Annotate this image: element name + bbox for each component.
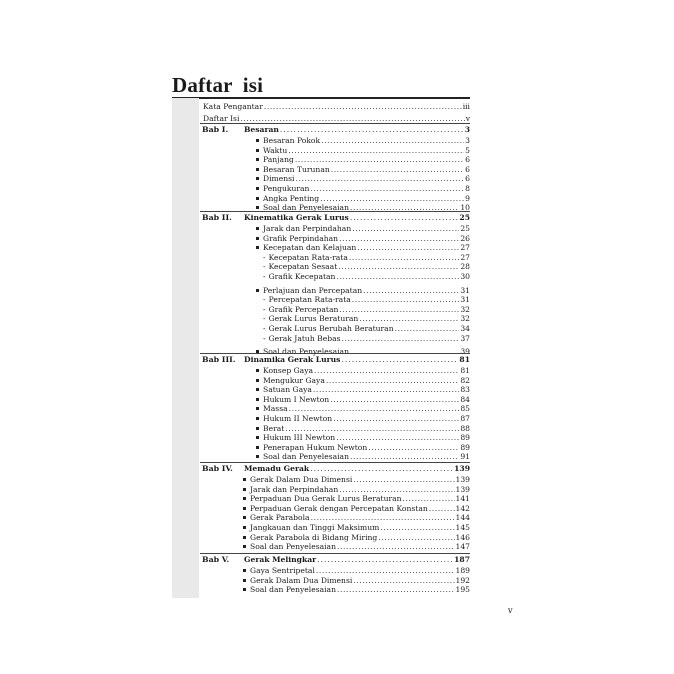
dot-leader bbox=[333, 414, 459, 423]
toc-entry-line bbox=[256, 184, 470, 193]
toc-entry-text: Massa bbox=[263, 404, 288, 414]
toc-entry-page: 147 bbox=[455, 542, 470, 552]
dot-leader bbox=[337, 542, 455, 551]
chapter-heading-text: Gerak Melingkar bbox=[244, 555, 317, 564]
toc-entry-title bbox=[243, 475, 352, 484]
dot-leader bbox=[353, 576, 454, 585]
toc-entry-page: 145 bbox=[455, 523, 470, 532]
toc-entry-title bbox=[256, 194, 319, 203]
toc-entry-line bbox=[243, 494, 470, 503]
dot-leader bbox=[313, 385, 459, 394]
toc-entry-page: 32 bbox=[460, 304, 470, 314]
chapter-heading-line bbox=[244, 464, 470, 473]
dot-leader bbox=[403, 494, 455, 503]
toc-entry-line bbox=[256, 414, 470, 423]
toc-entry-page: 195 bbox=[455, 585, 470, 595]
toc-entry-line bbox=[243, 485, 470, 494]
toc-entry-text: Gaya Sentripetal bbox=[250, 566, 315, 575]
bullet-square-icon bbox=[256, 227, 259, 230]
toc-entry-page: 141 bbox=[455, 494, 470, 504]
chapter-heading-line bbox=[244, 555, 470, 564]
dot-leader bbox=[352, 224, 459, 233]
toc-entry-text: Gerak Dalam Dua Dimensi bbox=[250, 575, 353, 585]
toc-entry-page: 192 bbox=[455, 575, 470, 585]
front-matter-text: Daftar Isi bbox=[203, 114, 240, 123]
chapter-heading-line bbox=[244, 213, 470, 222]
chapter-heading-line bbox=[244, 125, 470, 134]
toc-entry-text: Perlajuan dan Percepatan bbox=[263, 285, 363, 295]
toc-entry-page: 146 bbox=[455, 532, 470, 542]
section-divider bbox=[200, 123, 470, 124]
toc-entry-title bbox=[256, 174, 294, 183]
toc-entry-text: Soal dan Penyelesaian bbox=[250, 542, 336, 552]
toc-entry-text: Soal dan Penyelesaian bbox=[250, 585, 336, 595]
toc-entry-text: Gerak Parabola di Bidang Miring bbox=[250, 532, 378, 542]
chapter-heading-page: 139 bbox=[454, 464, 470, 473]
toc-entry-text: Besaran Pokok bbox=[263, 136, 321, 145]
toc-entry-page: 27 bbox=[460, 243, 470, 253]
dot-leader bbox=[321, 136, 464, 145]
toc-entry-title bbox=[243, 542, 336, 551]
toc-entry-title bbox=[256, 224, 351, 233]
toc-entry-line bbox=[256, 424, 470, 433]
toc-entry-page: 30 bbox=[460, 272, 470, 281]
chapter-heading-title bbox=[244, 355, 340, 364]
toc-entry-title bbox=[243, 485, 338, 494]
page-number: v bbox=[508, 606, 513, 615]
dot-leader bbox=[429, 504, 455, 513]
toc-entry-line bbox=[263, 262, 470, 271]
chapter-heading-page: 187 bbox=[454, 555, 470, 564]
bullet-square-icon bbox=[256, 237, 259, 240]
toc-entry-text: Pengukuran bbox=[263, 184, 310, 193]
toc-entry-line bbox=[256, 385, 470, 394]
toc-entry-page: 82 bbox=[460, 375, 470, 385]
toc-entry-text: Besaran Turunan bbox=[263, 164, 330, 174]
toc-entry-page: 88 bbox=[460, 423, 470, 433]
dot-leader bbox=[314, 366, 459, 375]
toc-entry-title bbox=[243, 513, 310, 522]
toc-entry-text: Grafik Kecepatan bbox=[268, 272, 336, 281]
toc-entry-page: 144 bbox=[455, 513, 470, 523]
dot-leader bbox=[336, 433, 459, 442]
toc-entry-title bbox=[256, 385, 312, 394]
bullet-square-icon bbox=[256, 379, 259, 382]
bullet-square-icon bbox=[243, 526, 246, 529]
front-matter-title bbox=[203, 102, 263, 111]
dot-leader bbox=[352, 295, 460, 304]
toc-entry-title bbox=[263, 295, 351, 304]
toc-entry-page: 87 bbox=[460, 414, 470, 423]
bullet-square-icon bbox=[256, 398, 259, 401]
toc-entry-line bbox=[263, 334, 470, 343]
dot-leader bbox=[339, 485, 454, 494]
toc-entry-page: 6 bbox=[465, 164, 470, 174]
toc-entry-title bbox=[256, 424, 284, 433]
toc-entry-page: 39 bbox=[460, 347, 470, 357]
toc-entry-text: Jarak dan Perpindahan bbox=[263, 224, 352, 233]
toc-entry-title bbox=[256, 243, 356, 252]
toc-entry-title bbox=[256, 366, 313, 375]
bullet-square-icon bbox=[256, 197, 259, 200]
bullet-dash-icon: - bbox=[263, 272, 266, 281]
toc-entry-title bbox=[256, 146, 287, 155]
toc-entry-title bbox=[243, 504, 428, 513]
dot-leader bbox=[280, 125, 464, 134]
toc-entry-title bbox=[256, 443, 367, 452]
toc-entry-page: 8 bbox=[465, 184, 470, 193]
toc-entry-page: 83 bbox=[460, 385, 470, 395]
bullet-square-icon bbox=[256, 187, 259, 190]
bullet-square-icon bbox=[243, 478, 246, 481]
toc-entry-page: 28 bbox=[460, 262, 470, 272]
toc-entry-page: 3 bbox=[465, 136, 470, 145]
chapter-heading-title bbox=[244, 464, 309, 473]
dot-leader bbox=[336, 272, 459, 281]
toc-entry-title bbox=[263, 305, 338, 314]
bullet-square-icon bbox=[256, 139, 259, 142]
bullet-square-icon bbox=[243, 545, 246, 548]
dot-leader bbox=[240, 114, 464, 123]
title-word-2: isi bbox=[242, 73, 264, 97]
front-matter-page: iii bbox=[462, 102, 470, 111]
dot-leader bbox=[264, 102, 462, 111]
chapter-heading-text: Dinamika Gerak Lurus bbox=[244, 355, 341, 364]
toc-entry-line bbox=[256, 452, 470, 461]
toc-entry-title bbox=[243, 576, 352, 585]
dot-leader bbox=[368, 443, 459, 452]
dot-leader bbox=[330, 395, 459, 404]
bullet-dash-icon: - bbox=[263, 295, 266, 305]
bullet-dash-icon: - bbox=[263, 304, 266, 314]
chapter-heading-text: Besaran bbox=[244, 125, 279, 134]
toc-entry-line bbox=[256, 404, 470, 413]
bullet-square-icon bbox=[256, 289, 259, 292]
toc-entry-page: 6 bbox=[465, 174, 470, 184]
bullet-square-icon bbox=[256, 407, 259, 410]
toc-entry-page: 31 bbox=[460, 285, 470, 295]
bullet-dash-icon: - bbox=[263, 324, 266, 333]
toc-entry-line bbox=[256, 174, 470, 183]
toc-entry-line bbox=[263, 272, 470, 281]
chapter-number: Bab I. bbox=[202, 125, 229, 134]
toc-entry-page: 84 bbox=[460, 394, 470, 404]
toc-entry-title bbox=[256, 286, 362, 295]
toc-entry-page: 10 bbox=[460, 203, 470, 213]
chapter-heading-page: 81 bbox=[459, 355, 470, 364]
toc-entry-text: Gerak Lurus Berubah Beraturan bbox=[268, 324, 394, 333]
dot-leader bbox=[378, 533, 454, 542]
toc-entry-title bbox=[256, 433, 335, 442]
toc-entry-text: Soal dan Penyelesaian bbox=[263, 203, 349, 213]
bullet-square-icon bbox=[256, 158, 259, 161]
front-matter-page: v bbox=[465, 114, 470, 123]
toc-entry-line bbox=[256, 395, 470, 404]
dot-leader bbox=[326, 376, 459, 385]
bullet-square-icon bbox=[243, 588, 246, 591]
dot-leader bbox=[295, 155, 464, 164]
dot-leader bbox=[310, 464, 453, 473]
toc-entry-title bbox=[256, 376, 325, 385]
toc-entry-title bbox=[263, 324, 394, 333]
chapter-heading-text: Kinematika Gerak Lurus bbox=[244, 213, 349, 222]
chapter-heading-title bbox=[244, 213, 349, 222]
chapter-number: Bab III. bbox=[202, 355, 236, 364]
toc-entry-line bbox=[256, 165, 470, 174]
title-word-1: Daftar bbox=[172, 73, 233, 97]
toc-entry-title bbox=[256, 234, 338, 243]
bullet-square-icon bbox=[256, 417, 259, 420]
chapter-number: Bab V. bbox=[202, 555, 230, 564]
toc-entry-text: Berat bbox=[263, 423, 285, 433]
toc-entry-page: 25 bbox=[460, 224, 470, 233]
toc-entry-text: Waktu bbox=[263, 145, 288, 155]
toc-entry-page: 139 bbox=[455, 484, 470, 494]
toc-entry-title bbox=[256, 414, 332, 423]
toc-entry-line bbox=[243, 523, 470, 532]
toc-entry-title bbox=[256, 404, 288, 413]
toc-entry-title bbox=[256, 155, 294, 164]
bullet-dash-icon: - bbox=[263, 333, 266, 343]
toc-entry-title bbox=[243, 494, 402, 503]
toc-entry-line bbox=[263, 324, 470, 333]
toc-entry-text: Jarak dan Perpindahan bbox=[250, 484, 339, 494]
bullet-square-icon bbox=[243, 488, 246, 491]
bullet-square-icon bbox=[256, 206, 259, 209]
toc-entry-line bbox=[243, 513, 470, 522]
bullet-dash-icon: - bbox=[263, 314, 266, 324]
chapter-number: Bab IV. bbox=[202, 464, 233, 473]
toc-entry-title bbox=[263, 253, 348, 262]
dot-leader bbox=[349, 253, 459, 262]
toc-entry-line bbox=[256, 243, 470, 252]
bullet-square-icon bbox=[243, 569, 246, 572]
toc-entry-title bbox=[256, 136, 320, 145]
toc-entry-page: 32 bbox=[460, 314, 470, 324]
toc-entry-line bbox=[263, 253, 470, 262]
toc-entry-title bbox=[256, 452, 349, 461]
toc-entry-text: Gerak Jatuh Bebas bbox=[268, 333, 341, 343]
toc-entry-text: Angka Penting bbox=[263, 193, 320, 203]
toc-entry-title bbox=[243, 585, 336, 594]
dot-leader bbox=[317, 555, 453, 564]
toc-entry-page: 85 bbox=[460, 404, 470, 414]
bullet-square-icon bbox=[256, 427, 259, 430]
toc-entry-text: Konsep Gaya bbox=[263, 366, 314, 375]
toc-entry-page: 89 bbox=[460, 442, 470, 452]
bullet-square-icon bbox=[256, 246, 259, 249]
chapter-divider bbox=[200, 211, 470, 212]
toc-entry-text: Percepatan Rata-rata bbox=[268, 295, 351, 305]
bullet-square-icon bbox=[256, 369, 259, 372]
toc-entry-text: Satuan Gaya bbox=[263, 385, 312, 395]
bullet-square-icon bbox=[243, 507, 246, 510]
toc-entry-title bbox=[263, 262, 337, 271]
bullet-dash-icon: - bbox=[263, 262, 266, 272]
dot-leader bbox=[350, 213, 459, 222]
toc-entry-line bbox=[243, 504, 470, 513]
toc-entry-title bbox=[263, 272, 335, 281]
dot-leader bbox=[359, 314, 459, 323]
toc-entry-title bbox=[243, 523, 379, 532]
toc-entry-line bbox=[256, 155, 470, 164]
dot-leader bbox=[353, 475, 454, 484]
toc-entry-line bbox=[256, 194, 470, 203]
dot-leader bbox=[350, 452, 459, 461]
toc-entry-text: Hukum I Newton bbox=[263, 394, 330, 404]
toc-entry-text: Kecepatan Rata-rata bbox=[268, 252, 348, 262]
front-matter-line bbox=[203, 102, 470, 111]
bullet-square-icon bbox=[256, 455, 259, 458]
toc-entry-line bbox=[256, 366, 470, 375]
toc-entry-page: 26 bbox=[460, 233, 470, 243]
toc-entry-line bbox=[243, 576, 470, 585]
dot-leader bbox=[320, 194, 464, 203]
dot-leader bbox=[337, 585, 455, 594]
toc-entry-text: Soal dan Penyelesaian bbox=[263, 347, 349, 357]
toc-entry-line bbox=[256, 286, 470, 295]
toc-entry-line bbox=[256, 136, 470, 145]
toc-entry-line bbox=[243, 475, 470, 484]
bullet-dash-icon: - bbox=[263, 252, 266, 262]
toc-entry-page: 37 bbox=[460, 333, 470, 343]
toc-entry-text: Grafik Percepatan bbox=[268, 304, 339, 314]
chapter-number: Bab II. bbox=[202, 213, 232, 222]
dot-leader bbox=[289, 404, 460, 413]
dot-leader bbox=[310, 184, 464, 193]
dot-leader bbox=[339, 305, 459, 314]
toc-entry-page: 5 bbox=[465, 145, 470, 155]
toc-entry-text: Kecepatan dan Kelajuan bbox=[263, 243, 357, 253]
toc-entry-text: Perpaduan Gerak dengan Percepatan Konstan bbox=[250, 503, 428, 513]
dot-leader bbox=[331, 165, 464, 174]
toc-entry-text: Perpaduan Dua Gerak Lurus Beraturan bbox=[250, 494, 402, 504]
bullet-square-icon bbox=[256, 436, 259, 439]
toc-entry-text: Grafik Perpindahan bbox=[263, 233, 339, 243]
toc-entry-page: 89 bbox=[460, 433, 470, 443]
toc-entry-title bbox=[256, 165, 330, 174]
bullet-square-icon bbox=[256, 177, 259, 180]
toc-entry-page: 142 bbox=[455, 503, 470, 513]
chapter-divider bbox=[200, 462, 470, 463]
toc-entry-line bbox=[243, 542, 470, 551]
dot-leader bbox=[395, 324, 460, 333]
toc-entry-line bbox=[256, 234, 470, 243]
bullet-square-icon bbox=[243, 536, 246, 539]
toc-entry-text: Hukum III Newton bbox=[263, 433, 336, 443]
dot-leader bbox=[311, 513, 455, 522]
dot-leader bbox=[341, 355, 458, 364]
bullet-square-icon bbox=[256, 168, 259, 171]
toc-entry-title bbox=[263, 334, 341, 343]
toc-entry-line bbox=[263, 305, 470, 314]
front-matter-text: Kata Pengantar bbox=[203, 102, 263, 111]
toc-entry-text: Penerapan Hukum Newton bbox=[263, 442, 368, 452]
toc-entry-page: 91 bbox=[460, 452, 470, 462]
dot-leader bbox=[338, 262, 459, 271]
toc-entry-text: Kecepatan Sesaat bbox=[268, 262, 338, 272]
toc-entry-page: 189 bbox=[455, 566, 470, 575]
toc-entry-title bbox=[256, 395, 329, 404]
chapter-heading-page: 25 bbox=[459, 213, 470, 222]
dot-leader bbox=[342, 334, 460, 343]
toc-entry-text: Hukum II Newton bbox=[263, 414, 333, 423]
toc-entry-title bbox=[263, 314, 358, 323]
dot-leader bbox=[285, 424, 459, 433]
dot-leader bbox=[316, 566, 455, 575]
dot-leader bbox=[363, 286, 459, 295]
toc-entry-title bbox=[256, 184, 309, 193]
toc-entry-text: Gerak Parabola bbox=[250, 513, 310, 523]
dot-leader bbox=[288, 146, 464, 155]
toc-entry-text: Gerak Dalam Dua Dimensi bbox=[250, 475, 353, 484]
bullet-square-icon bbox=[256, 388, 259, 391]
dot-leader bbox=[380, 523, 454, 532]
toc-entry-line bbox=[256, 433, 470, 442]
toc-entry-line bbox=[263, 314, 470, 323]
front-matter-line bbox=[203, 114, 470, 123]
chapter-heading-text: Memadu Gerak bbox=[244, 464, 310, 473]
toc-entry-page: 6 bbox=[465, 155, 470, 165]
bullet-square-icon bbox=[256, 446, 259, 449]
toc-entry-text: Panjang bbox=[263, 155, 294, 165]
dot-leader bbox=[357, 243, 459, 252]
chapter-divider bbox=[200, 353, 470, 354]
toc-entry-page: 31 bbox=[460, 295, 470, 305]
chapter-heading-title bbox=[244, 125, 279, 134]
toc-entry-page: 9 bbox=[465, 193, 470, 203]
toc-entry-line bbox=[256, 146, 470, 155]
toc-entry-text: Soal dan Penyelesaian bbox=[263, 452, 349, 462]
dot-leader bbox=[339, 234, 459, 243]
toc-entry-page: 34 bbox=[460, 324, 470, 333]
toc-entry-line bbox=[243, 585, 470, 594]
toc-entry-text: Mengukur Gaya bbox=[263, 375, 325, 385]
dot-leader bbox=[295, 174, 464, 183]
toc-entry-page: 81 bbox=[460, 366, 470, 375]
toc-entry-title bbox=[243, 566, 315, 575]
bullet-square-icon bbox=[256, 149, 259, 152]
toc-entry-title bbox=[243, 533, 377, 542]
toc-entry-line bbox=[256, 376, 470, 385]
toc-entry-page: 27 bbox=[460, 252, 470, 262]
front-matter-title bbox=[203, 114, 239, 123]
bullet-square-icon bbox=[243, 497, 246, 500]
bullet-square-icon bbox=[243, 579, 246, 582]
toc-entry-text: Gerak Lurus Beraturan bbox=[268, 314, 359, 324]
toc-entry-line bbox=[243, 566, 470, 575]
toc-entry-line bbox=[243, 533, 470, 542]
chapter-divider bbox=[200, 553, 470, 554]
bullet-square-icon bbox=[243, 516, 246, 519]
toc-entry-text: Dimensi bbox=[263, 174, 295, 184]
toc-entry-text: Jangkauan dan Tinggi Maksimum bbox=[250, 523, 380, 532]
toc-entry-page: 139 bbox=[455, 475, 470, 484]
chapter-heading-title bbox=[244, 555, 316, 564]
chapter-heading-line bbox=[244, 355, 470, 364]
toc-entry-line bbox=[256, 224, 470, 233]
chapter-heading-page: 3 bbox=[464, 125, 470, 134]
toc-entry-line bbox=[263, 295, 470, 304]
toc-entry-line bbox=[256, 443, 470, 452]
